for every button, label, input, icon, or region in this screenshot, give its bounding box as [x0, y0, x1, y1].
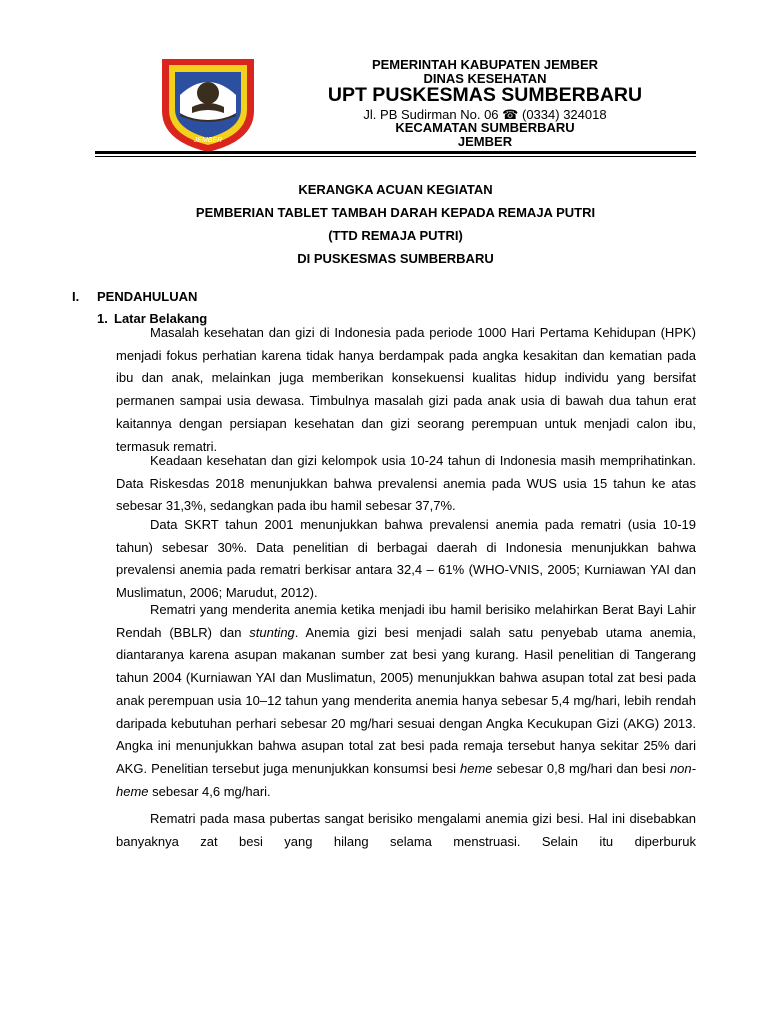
p4-text-e: sebesar 0,8 mg/hari dan besi — [492, 760, 670, 776]
doc-title-line3: (TTD REMAJA PUTRI) — [328, 228, 463, 243]
section-number: I. — [72, 289, 80, 304]
doc-title-line2: PEMBERIAN TABLET TAMBAH DARAH KEPADA REMAJA PUTRI — [195, 205, 596, 220]
header-rule-thick — [95, 151, 696, 154]
header-line6: JEMBER — [457, 134, 513, 149]
p4-italic-heme: heme — [460, 760, 493, 776]
phone-icon: ☎ — [502, 107, 519, 122]
section-title: PENDAHULUAN — [97, 289, 198, 304]
subsection-title: Latar Belakang — [114, 311, 208, 326]
p4-italic-non-heme: non-heme — [116, 760, 696, 799]
header-rule-thin — [95, 156, 696, 157]
p4-text-g: sebesar 4,6 mg/hari. — [148, 783, 271, 799]
paragraph-2: Keadaan kesehatan dan gizi kelompok usia 10-24 tahun di Indonesia masih memprihatinkan. Data Riskesdas 2018 menunjukkan bahwa prevalensi anemia pada WUS usia 15 tahun ke atas sebesar 31,3%, sedangkan pada ibu hamil sebesar 37,7%. — [116, 453, 696, 514]
header-line1: PEMERINTAH KABUPATEN JEMBER — [371, 57, 599, 72]
paragraph-5: Rematri pada masa pubertas sangat berisiko mengalami anemia gizi besi. Hal ini disebabkan banyaknya zat besi yang hilang selama menstruasi. Selain itu diperburuk — [116, 811, 696, 849]
p4-text-c: . Anemia gizi besi menjadi salah satu penyebab utama anemia, diantaranya karena asupan makanan sumber zat besi yang kurang. Hasil penelitian di Tangerang tahun 2004 (Kurniawan YAI dan Muslimatun, 2005) menunjukkan bahwa asupan total zat besi pada anak perempuan usia 10–12 tahun yang menderita anemia hanya sebesar 5,4 mg/hari, lebih rendah daripada kebutuhan perhari sebesar 20 mg/hari sesuai dengan Angka Kecukupan Gizi (AKG) 2013. Angka ini menunjukkan bahwa asupan total zat besi pada remaja tersebut hanya sekitar 25% dari AKG. Penelitian tersebut juga menunjukkan konsumsi besi — [116, 624, 696, 776]
doc-title-line4: DI PUSKESMAS SUMBERBARU — [297, 251, 494, 266]
paragraph-4 — [116, 599, 696, 803]
address-text: Jl. PB Sudirman No. 06 — [363, 107, 499, 122]
jember-logo — [158, 55, 258, 155]
paragraph-3: Data SKRT tahun 2001 menunjukkan bahwa prevalensi anemia pada rematri (usia 10-19 tahun) sebesar 30%. Data penelitian di berbagai daerah di Indonesia menunjukkan bahwa prevalensi anemia pada rematri berkisar antara 32,4 – 61% (WHO-VNIS, 2005; Kurniawan YAI dan Muslimatun, 2006; Marudut, 2012). — [116, 517, 696, 601]
subsection-number: 1. — [97, 311, 108, 326]
header-line2: DINAS KESEHATAN — [423, 71, 547, 86]
p4-italic-stunting: stunting — [249, 624, 295, 640]
doc-title-line1: KERANGKA ACUAN KEGIATAN — [298, 182, 493, 197]
logo-label: JEMBER — [193, 137, 223, 144]
paragraph-1: Masalah kesehatan dan gizi di Indonesia pada periode 1000 Hari Pertama Kehidupan (HPK) menjadi fokus perhatian karena tidak hanya berdampak pada angka kesakitan dan kematian pada ibu dan anak, melainkan juga memberikan konsekuensi kualitas hidup individu yang bersifat permanen sampai usia dewasa. Timbulnya masalah gizi pada anak usia di bawah dua tahun erat kaitannya dengan persiapan kesehatan dan gizi seorang perempuan untuk menjadi calon ibu, termasuk rematri. — [116, 325, 696, 454]
phone-number: (0334) 324018 — [522, 107, 607, 122]
header-line5: KECAMATAN SUMBERBARU — [395, 120, 575, 135]
header-title: UPT PUSKESMAS SUMBERBARU — [327, 84, 643, 106]
p4-text-a: Rematri yang menderita anemia ketika menjadi ibu hamil berisiko melahirkan Berat Bayi Lahir Rendah (BBLR) dan — [116, 602, 696, 640]
